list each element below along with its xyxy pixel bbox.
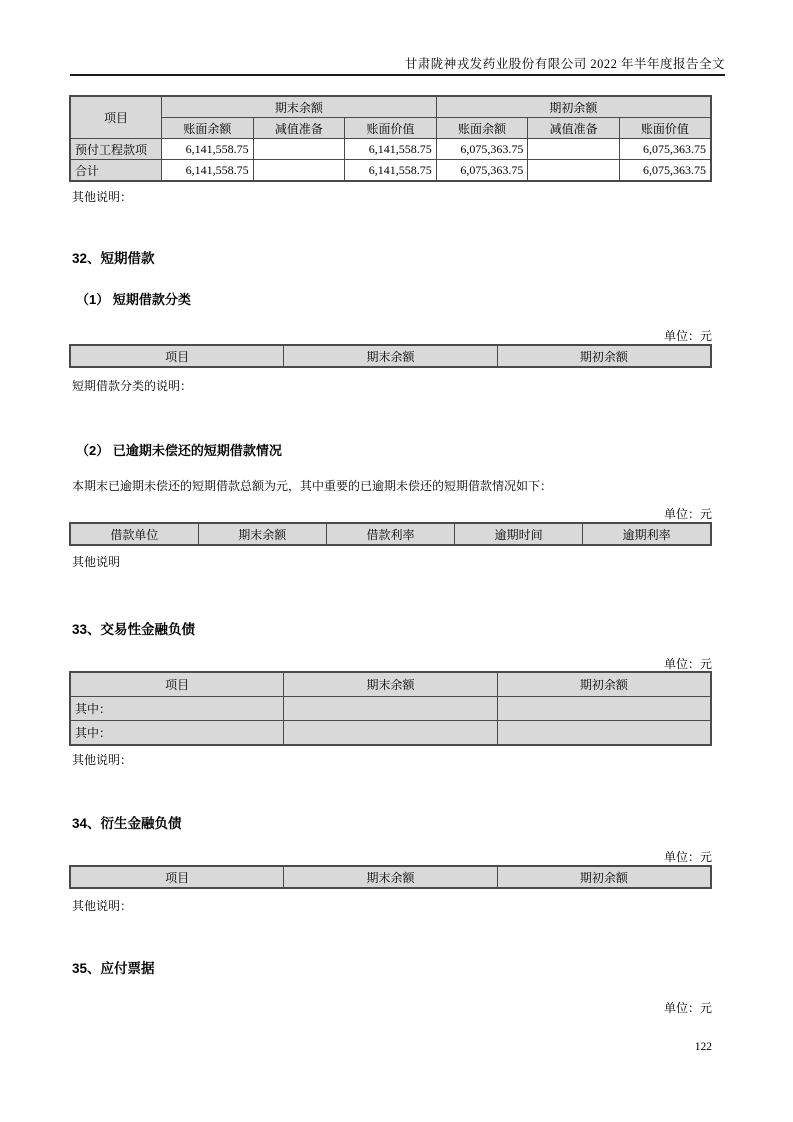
- col-header-impairment: 减值准备: [253, 118, 345, 139]
- other-notes-label: 其他说明：: [72, 899, 133, 913]
- col-header-book-balance: 账面余额: [162, 118, 254, 139]
- table-cell: 6,141,558.75: [345, 160, 437, 182]
- table-cell: [528, 160, 620, 182]
- unit-label: 单位：元: [663, 850, 712, 864]
- table-cell: 6,075,363.75: [619, 139, 711, 160]
- trading-financial-liabilities-table: [69, 671, 712, 746]
- table-header-row: [70, 866, 711, 888]
- col-header-item: 项目: [70, 345, 284, 367]
- col-header-overdue-rate: 逾期利率: [583, 523, 711, 545]
- col-header-ending-balance: 期末余额: [284, 672, 498, 697]
- unit-label: 单位：元: [663, 1001, 712, 1015]
- table-cell: [497, 697, 711, 721]
- col-group-ending: 期末余额: [162, 96, 437, 118]
- table-cell: 6,075,363.75: [436, 139, 528, 160]
- table-header-row: [70, 672, 711, 697]
- col-header-impairment: 减值准备: [528, 118, 620, 139]
- col-header-ending-balance: 期末余额: [284, 866, 498, 888]
- col-header-ending-balance: 期末余额: [284, 345, 498, 367]
- short-term-loans-table: [69, 344, 712, 368]
- col-header-beginning-balance: 期初余额: [497, 866, 711, 888]
- col-header-item: 项目: [70, 672, 284, 697]
- row-label: 其中：: [70, 697, 284, 721]
- table-row: [70, 139, 711, 160]
- section-32-heading: 32、短期借款: [72, 251, 155, 266]
- derivative-financial-liabilities-table: [69, 865, 712, 889]
- row-label: 其中：: [70, 721, 284, 746]
- row-label-total: 合计: [70, 160, 162, 182]
- col-header-book-value: 账面价值: [619, 118, 711, 139]
- col-header-overdue-time: 逾期时间: [455, 523, 583, 545]
- col-header-book-value: 账面价值: [345, 118, 437, 139]
- section-35-heading: 35、应付票据: [72, 961, 155, 976]
- col-header-item: 项目: [70, 866, 284, 888]
- col-header-book-balance: 账面余额: [436, 118, 528, 139]
- col-group-beginning: 期初余额: [436, 96, 711, 118]
- table-cell: [253, 160, 345, 182]
- prepayments-table: [69, 95, 712, 182]
- table-total-row: [70, 160, 711, 182]
- table-cell: [497, 721, 711, 746]
- table-cell: [253, 139, 345, 160]
- col-header-lender: 借款单位: [70, 523, 198, 545]
- table-cell: [284, 721, 498, 746]
- section-34-heading: 34、衍生金融负债: [72, 816, 182, 831]
- section-32-1-heading: （1） 短期借款分类: [76, 292, 191, 307]
- overdue-loans-paragraph: 本期末已逾期未偿还的短期借款总额为元，其中重要的已逾期未偿还的短期借款情况如下：: [72, 479, 553, 493]
- col-header-beginning-balance: 期初余额: [497, 672, 711, 697]
- unit-label: 单位：元: [663, 657, 712, 671]
- other-notes-label: 其他说明: [72, 555, 121, 569]
- table-cell: 6,141,558.75: [162, 160, 254, 182]
- table-cell: [528, 139, 620, 160]
- overdue-loans-table: [69, 522, 712, 546]
- table-cell: 6,141,558.75: [162, 139, 254, 160]
- section-32-2-heading: （2） 已逾期未偿还的短期借款情况: [76, 443, 282, 458]
- section-33-heading: 33、交易性金融负债: [72, 622, 196, 637]
- unit-label: 单位：元: [663, 329, 712, 343]
- row-label: 预付工程款项: [70, 139, 162, 160]
- other-notes-label: 其他说明：: [72, 753, 133, 767]
- table-row: [70, 721, 711, 746]
- table-row: [70, 697, 711, 721]
- running-header: 甘肃陇神戎发药业股份有限公司 2022 年半年度报告全文: [404, 57, 725, 71]
- table-cell: [284, 697, 498, 721]
- table-cell: 6,141,558.75: [345, 139, 437, 160]
- page-number: 122: [694, 1041, 712, 1053]
- col-header-item: 项目: [70, 96, 162, 139]
- table-cell: 6,075,363.75: [436, 160, 528, 182]
- unit-label: 单位：元: [663, 507, 712, 521]
- table-subheader-row: [70, 118, 711, 139]
- col-header-loan-rate: 借款利率: [326, 523, 454, 545]
- table-cell: 6,075,363.75: [619, 160, 711, 182]
- other-notes-label: 其他说明：: [72, 190, 133, 204]
- loan-classification-note: 短期借款分类的说明：: [72, 379, 193, 393]
- table-header-row: [70, 345, 711, 367]
- table-header-row: [70, 96, 711, 118]
- table-header-row: [70, 523, 711, 545]
- header-rule: [70, 74, 725, 76]
- col-header-ending-balance: 期末余额: [198, 523, 326, 545]
- col-header-beginning-balance: 期初余额: [497, 345, 711, 367]
